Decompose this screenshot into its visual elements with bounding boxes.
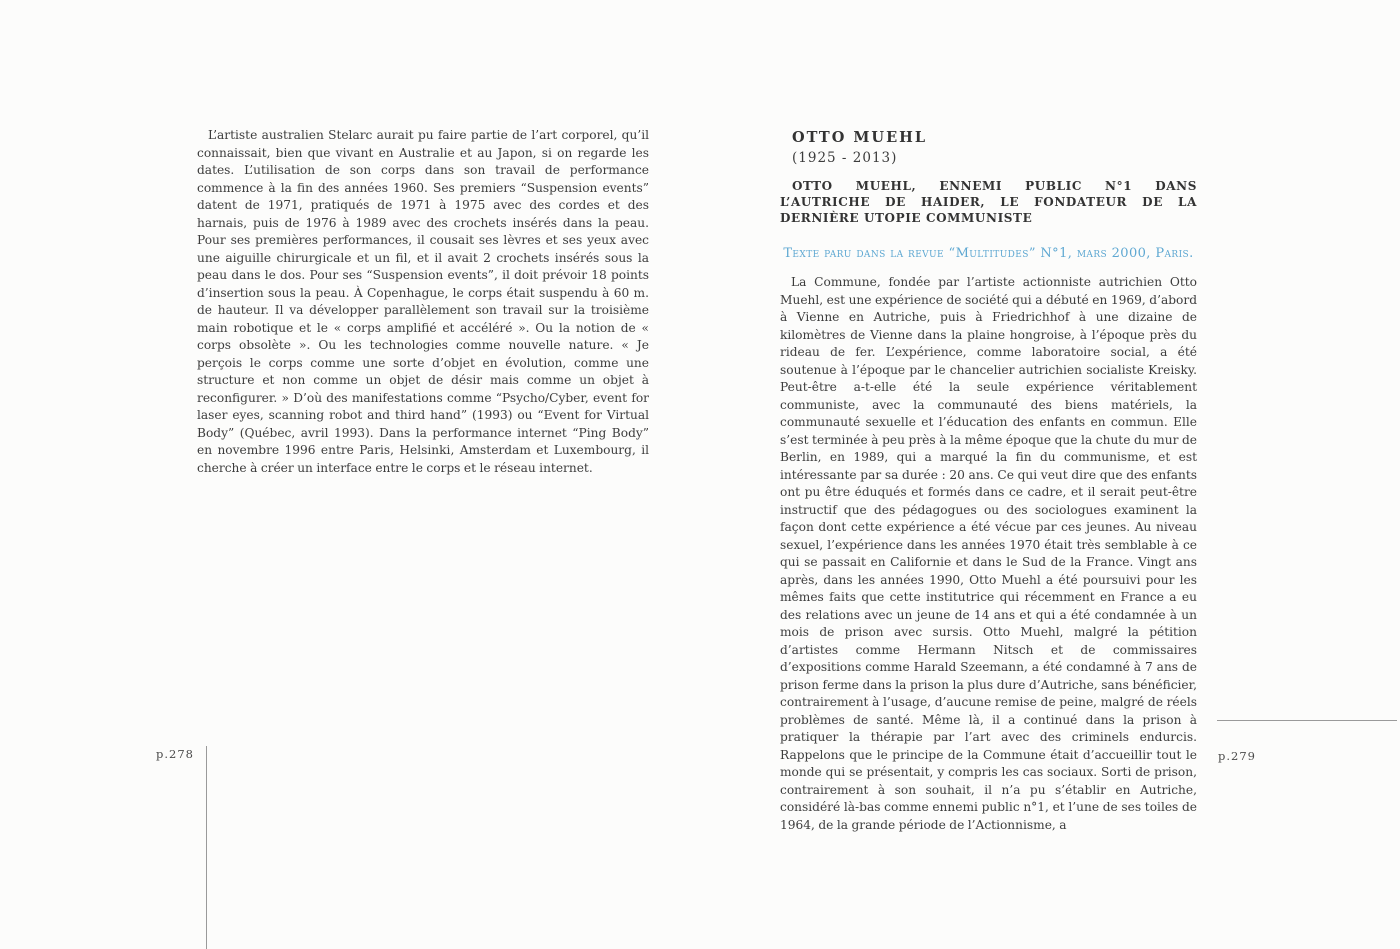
left-page-paragraph: L’artiste australien Stelarc aurait pu faire partie de l’art corporel, qu’il connaissait, bien que vivant en Australie et au Japon, si on regarde les dates. L’utilisation de son corps dans son travail de performance commence à la fin des années 1960. Ses premiers “Suspension events” datent de 1971, pratiqués de 1971 à 1975 avec des cordes et des harnais, puis de 1976 à 1989 avec des crochets insérés dans la peau. Pour ses premières performances, il cousait ses lèvres et ses yeux avec une aiguille chirurgicale et un fil, et il avait 2 crochets insérés sous la peau dans le dos. Pour ses “Suspension events”, il doit prévoir 18 points d’insertion sous la peau. À Copenhague, le corps était suspendu à 60 m. de hauteur. Il va développer parallèlement son travail sur la troisième main robotique et le « corps amplifié et accéléré ». Ou la notion de « corps obsolète ». Ou les technologies comme nouvelle nature. « Je perçois le corps comme une sorte d’objet en évolution, comme une structure et non comme un objet de désir mais comme un objet à reconfigurer. » D’où des manifestations comme “Psycho/Cyber, event for laser eyes, scanning robot and third hand” (1993) ou “Event for Virtual Body” (Québec, avril 1993). Dans la performance internet “Ping Body” en novembre 1996 entre Paris, Helsinki, Amsterdam et Luxembourg, il cherche à créer un interface entre le corps et le réseau internet. xyxy=(197,128,649,475)
left-page-number: p.278 xyxy=(156,747,194,761)
right-page-number: p.279 xyxy=(1218,749,1256,763)
left-page-text-block xyxy=(197,127,649,477)
right-page-text-block xyxy=(780,130,1197,834)
right-page-paragraph: La Commune, fondée par l’artiste actionniste autrichien Otto Muehl, est une expérience de société qui a débuté en 1969, d’abord à Vienne en Autriche, puis à Friedrichhof à une dizaine de kilomètres de Vienne dans la plaine hongroise, à l’époque près du rideau de fer. L’expérience, comme laboratoire social, a été soutenue à l’époque par le chancelier autrichien socialiste Kreisky. Peut-être a-t-elle été la seule expérience véritablement communiste, avec la communauté des biens matériels, la communauté sexuelle et l’éducation des enfants en commun. Elle s’est terminée à peu près à la même époque que la chute du mur de Berlin, en 1989, qui a marqué la fin du communisme, et est intéressante par sa durée : 20 ans. Ce qui veut dire que des enfants ont pu être éduqués et formés dans ce cadre, et il serait peut-être instructif que des pédagogues ou des sociologues examinent la façon dont cette expérience a été vécue par ces jeunes. Au niveau sexuel, l’expérience dans les années 1970 était très semblable à ce qui se passait en Californie et dans le Sud de la France. Vingt ans après, dans les années 1990, Otto Muehl a été poursuivi pour les mêmes faits que cette institutrice qui récemment en France a eu des relations avec un jeune de 14 ans et qui a été condamnée à un mois de prison avec sursis. Otto Muehl, malgré la pétition d’artistes comme Hermann Nitsch et de commissaires d’expositions comme Harald Szeemann, a été condamné à 7 ans de prison ferme dans la prison la plus dure d’Autriche, sans bénéficier, contrairement à l’usage, d’aucune remise de peine, malgré de réels problèmes de santé. Même là, il a continué dans la prison à pratiquer la thérapie par l’art avec des criminels endurcis. Rappelons que le principe de la Commune était d’accueillir tout le monde qui se présentait, y compris les cas sociaux. Sorti de prison, contrairement à son souhait, il n’a pu s’établir en Autriche, considéré là-bas comme ennemi public n°1, et l’une de ses toiles de 1964, de la grande période de l’Actionnisme, a xyxy=(780,275,1197,832)
left-page-footer-rule xyxy=(206,746,207,949)
artist-dates: (1925 - 2013) xyxy=(792,150,898,166)
article-title: OTTO MUEHL, ENNEMI PUBLIC N°1 DANS L’AUTRICHE DE HAIDER, LE FONDATEUR DE LA DERNIÈRE UTOPIE COMMUNISTE xyxy=(780,179,1197,225)
right-page-footer-rule xyxy=(1217,720,1397,721)
artist-name-heading: OTTO MUEHL xyxy=(792,129,928,146)
source-citation-line: Texte paru dans la revue “Multitudes” N°1, mars 2000, Paris. xyxy=(783,246,1194,261)
